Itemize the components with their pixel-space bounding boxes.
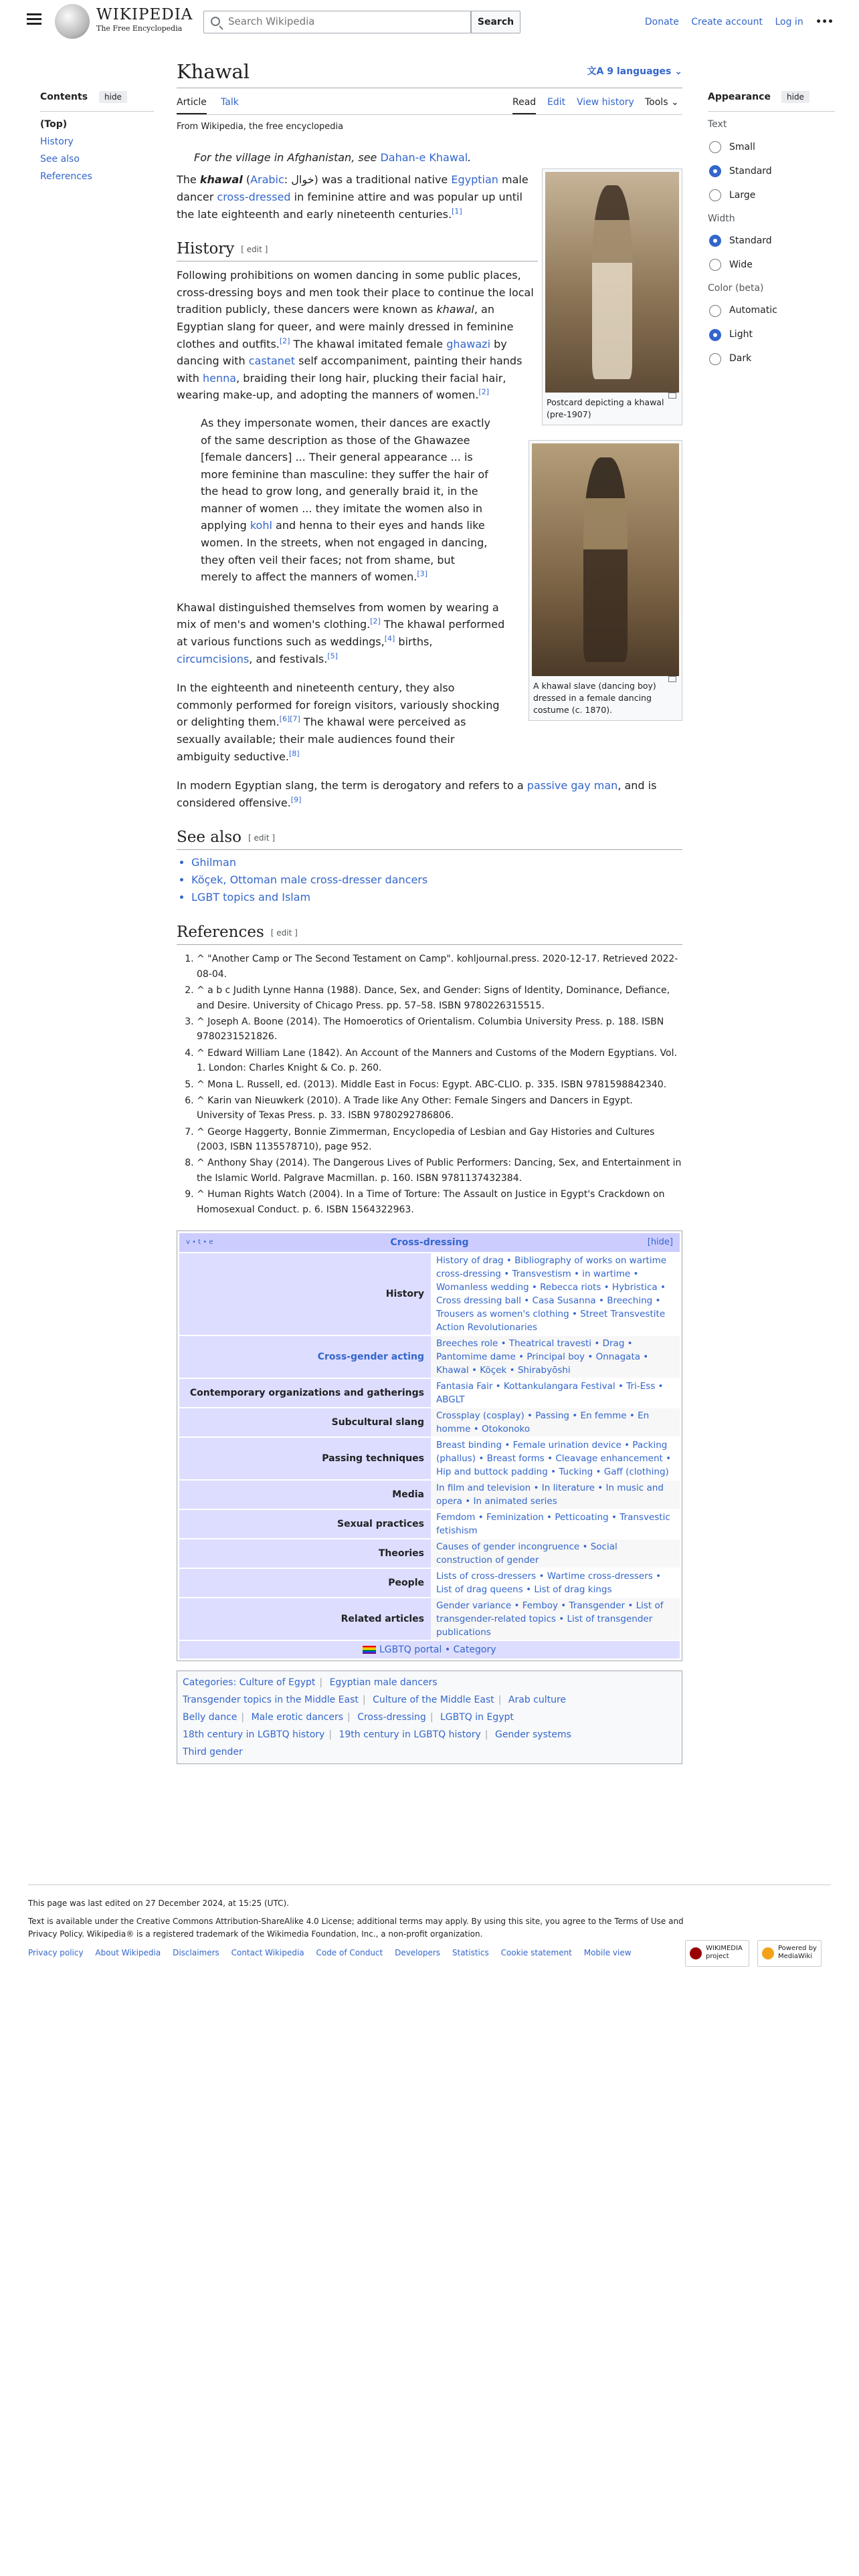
section-title: See also	[177, 829, 242, 847]
radio-icon[interactable]	[709, 259, 721, 271]
category-link[interactable]: 19th century in LGBTQ history	[339, 1729, 481, 1741]
reference-2[interactable]: [2]	[279, 336, 290, 346]
wikipedia-tagline: The Free Encyclopedia	[96, 24, 183, 33]
page-footer	[28, 1885, 831, 1959]
category-link[interactable]: Third gender	[183, 1747, 243, 1758]
category-link[interactable]: LGBTQ in Egypt	[440, 1712, 514, 1723]
search-input[interactable]	[228, 15, 456, 27]
footer-link[interactable]: Developers	[395, 1947, 441, 1957]
navbox-group: Sexual practices	[179, 1510, 431, 1538]
category-link[interactable]: Cross-dressing	[357, 1712, 426, 1723]
navbox-list[interactable]: Crossplay (cosplay) • Passing • En femme • En homme • Otokonoko	[431, 1408, 680, 1436]
option-label: Small	[729, 141, 755, 152]
text-size-small-option[interactable]	[708, 135, 835, 159]
page-tabs	[177, 88, 682, 115]
navbox-row	[179, 1569, 680, 1597]
navbox-row	[179, 1336, 680, 1378]
license-text: Text is available under the Creative Commons Attribution-ShareAlike 4.0 License; additional terms may apply. By using this site, you agree to the Terms of Use and Privacy Policy. Wikipedia® is a registered trademark of the Wikimedia Foundation, Inc., a non-profit organization.	[28, 1917, 684, 1939]
tab-read[interactable]: Read	[512, 95, 536, 114]
ghawazi-link[interactable]: ghawazi	[446, 337, 491, 350]
option-label: Wide	[729, 259, 753, 270]
footer-link[interactable]: Statistics	[452, 1947, 489, 1957]
navbox-row	[179, 1438, 680, 1479]
navbox-header	[179, 1233, 680, 1252]
radio-selected-icon[interactable]	[709, 165, 721, 177]
passive-gay-man-link[interactable]: passive gay man	[527, 779, 618, 792]
history-paragraph-1: Following prohibitions on women dancing in some public places, cross-dressing boys and men took their place to continue the local tradition publicly, these dancers were known as khawal, an Egyptian slang for queer, and were mainly dressed in feminine clothes and outfits.[2] The khawal imitated female ghawazi by dancing with castanet self accompaniment, painting their hands with henna, braiding their long hair, plucking their facial hair, wearing make-up, and adopting the manners of women.[2]	[177, 269, 534, 402]
donate-link[interactable]: Donate	[644, 17, 679, 27]
blockquote: As they impersonate women, their dances are exactly of the same description as those of the Ghawazee [female dancers] ... Their general appearance ... is more feminine than masculine: they suffer the hair of the head to grow long, and generally braid it, in the manner of women ... they imitate the women also in applying kohl and henna to their eyes and hands like women. In the streets, when not engaged in dancing, they often veil their faces; not from shame, but merely to affect the manners of women.[3]	[201, 416, 490, 584]
navbox-title[interactable]: Cross-dressing	[390, 1237, 469, 1249]
reference-9[interactable]: [9]	[290, 795, 302, 804]
section-heading-see-also	[177, 826, 682, 850]
color-dark-option[interactable]	[708, 347, 835, 371]
navbox-footer-links[interactable]: LGBTQ portal • Category	[379, 1644, 496, 1656]
navbox-footer	[179, 1641, 680, 1658]
navbox-group: Passing techniques	[179, 1438, 431, 1479]
footer-link[interactable]: Code of Conduct	[316, 1947, 383, 1957]
navbox-group: Media	[179, 1481, 431, 1509]
edit-section-link[interactable]: [ edit ]	[241, 245, 268, 255]
radio-icon[interactable]	[709, 353, 721, 365]
text-size-large-option[interactable]	[708, 183, 835, 207]
section-title: References	[177, 924, 264, 942]
reference-2[interactable]: [2]	[370, 617, 381, 627]
category-link[interactable]: Culture of the Middle East	[373, 1695, 494, 1706]
see-also-list	[191, 854, 682, 906]
navbox-group: People	[179, 1569, 431, 1597]
width-label: Width	[708, 213, 735, 224]
image-caption: Postcard depicting a khawal (pre-1907)	[547, 397, 664, 420]
arabic-link[interactable]: Arabic	[250, 173, 284, 187]
egyptian-link[interactable]: Egyptian	[451, 173, 498, 187]
image-thumbnail-postcard	[542, 169, 682, 425]
category-link[interactable]: Arab culture	[508, 1695, 567, 1706]
navbox-group: Contemporary organizations and gatherings	[179, 1379, 431, 1407]
edit-section-link[interactable]: [ edit ]	[248, 833, 276, 843]
navbox-group: Related articles	[179, 1598, 431, 1640]
option-label: Standard	[729, 165, 772, 177]
enlarge-icon[interactable]	[668, 676, 676, 682]
language-button[interactable]: 文A 9 languages ⌄	[587, 66, 682, 77]
search-icon	[211, 17, 220, 26]
badge-label: Powered by MediaWiki	[778, 1945, 817, 1960]
wikipedia-wordmark[interactable]: WIKIPEDIA	[96, 6, 193, 23]
main-menu-button[interactable]	[27, 13, 41, 25]
postcard-image[interactable]	[545, 172, 679, 393]
wikimedia-logo-icon	[690, 1947, 702, 1959]
edit-section-link[interactable]: [ edit ]	[270, 928, 298, 938]
reference-4[interactable]: [4]	[384, 634, 395, 643]
more-options-icon[interactable]: •••	[816, 17, 834, 27]
create-account-link[interactable]: Create account	[691, 17, 763, 27]
references-list	[197, 952, 682, 1217]
navbox-row	[179, 1598, 680, 1640]
reference-5[interactable]: [5]	[327, 651, 338, 661]
color-light-option[interactable]	[708, 323, 835, 347]
navbox-vte-links[interactable]: v • t • e	[186, 1239, 213, 1247]
color-label: Color (beta)	[708, 283, 764, 294]
radio-icon[interactable]	[709, 189, 721, 201]
appearance-title: Appearance	[708, 92, 771, 102]
footer-link[interactable]: Disclaimers	[173, 1947, 219, 1957]
navbox-row	[179, 1481, 680, 1509]
footer-link[interactable]: Mobile view	[583, 1947, 632, 1957]
badge-label: WIKIMEDIA project	[706, 1945, 743, 1960]
reference-item[interactable]: 3. ^ Joseph A. Boone (2014). The Homoerotics of Orientalism. Columbia University Press. p. 188. ISBN 9780231521826.	[197, 1014, 682, 1045]
wikimedia-badge[interactable]	[685, 1940, 749, 1967]
reference-item[interactable]: 1. ^ "Another Camp or The Second Testament on Camp". kohljournal.press. 2020-12-17. Retrieved 2022-08-04.	[197, 952, 682, 982]
option-label: Large	[729, 189, 756, 201]
list-item[interactable]: • Köçek, Ottoman male cross-dresser dancers	[191, 871, 682, 889]
navbox-cross-dressing	[177, 1230, 682, 1661]
tools-label: Tools	[645, 97, 668, 108]
option-label: Standard	[729, 235, 772, 246]
navbox-list[interactable]: Fantasia Fair • Kottankulangara Festival • Tri-Ess • ABGLT	[436, 1381, 664, 1406]
footer-link[interactable]: Contact Wikipedia	[231, 1947, 304, 1957]
text-size-standard-option[interactable]	[708, 159, 835, 183]
navbox-row	[179, 1510, 680, 1538]
footer-link[interactable]: Privacy policy	[28, 1947, 84, 1957]
toc-item-see-also[interactable]: See also	[40, 154, 80, 165]
image-caption: A khawal slave (dancing boy) dressed in a female dancing costume (c. 1870).	[533, 681, 656, 716]
appearance-hide-button[interactable]: hide	[781, 91, 809, 103]
text-size-label: Text	[708, 119, 727, 130]
category-link[interactable]: Egyptian male dancers	[329, 1677, 438, 1689]
reference-item[interactable]: 8. ^ Anthony Shay (2014). The Dangerous Lives of Public Performers: Dancing, Sex, and Entertainment in the Islamic World. Palgrave Macmillan. p. 160. ISBN 9781137432384.	[197, 1156, 682, 1186]
table-of-contents	[40, 90, 154, 185]
henna-link[interactable]: henna	[203, 371, 237, 385]
reference-3[interactable]: [3]	[417, 569, 427, 578]
tab-article[interactable]: Article	[177, 95, 207, 114]
toc-item-top[interactable]: (Top)	[40, 119, 68, 130]
navbox-list[interactable]: History of drag • Bibliography of works on wartime cross-dressing • Transvestism • in wartime • Womanless wedding • Rebecca riots • Hybristica • Cross dressing ball • Casa Susanna • Breeching • Trousers as women's clothing • Street Transvestite Action Revolutionaries	[436, 1255, 667, 1333]
category-link[interactable]: Transgender topics in the Middle East	[183, 1695, 359, 1706]
navbox-list[interactable]: Gender variance • Femboy • Transgender • List of transgender-related topics • List of transgender publications	[431, 1598, 680, 1640]
radio-icon[interactable]	[709, 141, 721, 153]
reference-item[interactable]: 7. ^ George Haggerty, Bonnie Zimmerman, Encyclopedia of Lesbian and Gay Histories and Cultures (2003, ISBN 1135578710), page 952.	[197, 1125, 682, 1155]
castanet-link[interactable]: castanet	[248, 354, 296, 368]
toc-item-references[interactable]: References	[40, 171, 92, 183]
term-khawal: khawal	[199, 173, 243, 187]
category-link[interactable]: Belly dance	[183, 1712, 237, 1723]
radio-selected-icon[interactable]	[709, 235, 721, 247]
radio-selected-icon[interactable]	[709, 329, 721, 341]
reference-8[interactable]: [8]	[288, 749, 300, 758]
search-button[interactable]: Search	[471, 11, 520, 33]
enlarge-icon[interactable]	[668, 393, 676, 399]
navbox-list[interactable]: Causes of gender incongruence • Social construction of gender	[431, 1539, 680, 1568]
category-link[interactable]: Gender systems	[494, 1729, 571, 1741]
page-title: Khawal	[177, 60, 250, 83]
navbox-group: Theories	[179, 1539, 431, 1568]
dancer-figure	[583, 457, 628, 662]
navbox-list[interactable]: Lists of cross-dressers • Wartime cross-dressers • List of drag queens • List of drag kings	[436, 1571, 662, 1596]
article-content	[177, 58, 682, 1764]
cross-dressed-link[interactable]: cross-dressed	[217, 190, 291, 203]
history-paragraph-3: Khawal distinguished themselves from women by wearing a mix of men's and women's clothing.[2] The khawal performed at various functions such as weddings,[4] births, circumcisions, and festivals.[5]	[177, 601, 505, 665]
circumcisions-link[interactable]: circumcisions	[177, 652, 250, 665]
navbox-row	[179, 1379, 680, 1407]
color-automatic-option[interactable]	[708, 299, 835, 323]
history-paragraph-4: In the eighteenth and nineteenth century, they also commonly performed for foreign visitors, variously shocking or delighting them.[6][7] The khawal were perceived as sexually available; their male audiences found their ambiguity seductive.[8]	[177, 681, 500, 763]
chevron-down-icon: ⌄	[674, 66, 682, 77]
navbox-hide-button[interactable]: [hide]	[647, 1237, 673, 1248]
list-item[interactable]: • LGBT topics and Islam	[191, 889, 682, 906]
toc-title: Contents	[40, 92, 88, 102]
personal-tools	[636, 15, 834, 29]
toc-item-history[interactable]: History	[40, 136, 74, 148]
divider	[708, 111, 835, 112]
history-paragraph-5: In modern Egyptian slang, the term is derogatory and refers to a passive gay man, and is considered offensive.[9]	[177, 779, 657, 809]
categories-label[interactable]: Categories:	[183, 1677, 237, 1689]
title-row	[177, 58, 682, 88]
tab-talk[interactable]: Talk	[221, 97, 239, 108]
last-edited: This page was last edited on 27 December 2024, at 15:25 (UTC).	[28, 1899, 289, 1908]
reference-2[interactable]: [2]	[478, 388, 489, 397]
footer-link[interactable]: About Wikipedia	[95, 1947, 161, 1957]
chevron-down-icon: ⌄	[670, 97, 679, 108]
mediawiki-logo-icon	[762, 1947, 774, 1959]
category-link[interactable]: Culture of Egypt	[239, 1677, 316, 1689]
dancer-photo[interactable]	[532, 443, 679, 676]
kohl-link[interactable]: kohl	[250, 519, 272, 532]
reference-6-7[interactable]: [6][7]	[279, 715, 300, 724]
wikipedia-globe-logo[interactable]	[55, 4, 90, 39]
rainbow-flag-icon	[363, 1646, 376, 1654]
hatnote-text: .	[468, 150, 472, 164]
dancer-figure	[592, 185, 632, 379]
toc-hide-button[interactable]: hide	[99, 91, 127, 103]
category-links: Categories: Culture of Egypt | Egyptian male dancers Transgender topics in the Middle East | Culture of the Middle East | Arab culture Belly dance | Male erotic dancers | Cross-dressing | LGBTQ in Egypt 18th century in LGBTQ history | 19th century in LGBTQ history | Gender systems Third gender	[177, 1671, 682, 1764]
login-link[interactable]: Log in	[775, 17, 803, 27]
reference-1[interactable]: [1]	[452, 207, 462, 216]
width-wide-option[interactable]	[708, 253, 835, 277]
section-heading-references	[177, 921, 682, 945]
navbox-row	[179, 1539, 680, 1568]
divider	[40, 111, 154, 112]
hatnote-text: For the village in Afghanistan, see	[194, 150, 381, 164]
radio-icon[interactable]	[709, 305, 721, 317]
navbox-group: History	[179, 1253, 431, 1335]
category-link[interactable]: Male erotic dancers	[251, 1712, 344, 1723]
section-heading-history	[177, 237, 538, 261]
navbox-group: Subcultural slang	[179, 1408, 431, 1436]
navbox-row	[179, 1408, 680, 1436]
option-label: Automatic	[729, 305, 777, 316]
hatnote-link[interactable]: Dahan-e Khawal	[380, 150, 468, 164]
reference-item[interactable]: 4. ^ Edward William Lane (1842). An Account of the Manners and Customs of the Modern Egyptians. Vol. 1. London: Charles Knight & Co. p. 260.	[197, 1046, 682, 1076]
reference-item[interactable]: 2. ^ a b c Judith Lynne Hanna (1988). Dance, Sex, and Gender: Signs of Identity, Dominance, Defiance, and Desire. University of Chicago Press. pp. 57–58. ISBN 9780226315515.	[197, 983, 682, 1013]
navbox-list[interactable]: Femdom • Feminization • Petticoating • Transvestic fetishism	[436, 1512, 670, 1537]
search-box[interactable]	[203, 11, 471, 33]
tools-menu[interactable]	[645, 95, 679, 110]
navbox-list[interactable]: Breast binding • Female urination device • Packing (phallus) • Breast forms • Cleavage enhancement • Hip and buttock padding • Tucking • Gaff (clothing)	[436, 1440, 672, 1478]
tab-edit[interactable]: Edit	[547, 97, 566, 108]
appearance-panel	[708, 90, 835, 371]
list-item[interactable]: • Ghilman	[191, 854, 682, 871]
option-label: Light	[729, 329, 753, 340]
reference-item[interactable]: 6. ^ Karin van Nieuwkerk (2010). A Trade like Any Other: Female Singers and Dancers in Egypt. University of Texas Press. p. 33. ISBN 9780292786806.	[197, 1093, 682, 1123]
width-standard-option[interactable]	[708, 229, 835, 253]
section-title: History	[177, 240, 235, 258]
navbox-group[interactable]: Cross-gender acting	[179, 1336, 431, 1378]
category-link[interactable]: 18th century in LGBTQ history	[183, 1729, 325, 1741]
footer-link[interactable]: Cookie statement	[500, 1947, 572, 1957]
navbox-list[interactable]: In film and television • In literature • In music and opera • In animated series	[431, 1481, 680, 1509]
navbox-list[interactable]: Breeches role • Theatrical travesti • Drag • Pantomime dame • Principal boy • Onnagata • Khawal • Köçek • Shirabyōshi	[431, 1336, 680, 1378]
hatnote	[177, 149, 682, 167]
language-count: 9 languages	[607, 66, 672, 77]
reference-item[interactable]: 5. ^ Mona L. Russell, ed. (2013). Middle East in Focus: Egypt. ABC-CLIO. p. 335. ISBN 9781598842340.	[197, 1077, 682, 1092]
option-label: Dark	[729, 353, 752, 364]
image-thumbnail-slave	[529, 440, 682, 721]
site-header	[0, 0, 859, 43]
tab-view-history[interactable]: View history	[577, 97, 634, 108]
intro-paragraph: The khawal (Arabic: خوال) was a traditional native Egyptian male dancer cross-dressed in feminine attire and was popular up until the late eighteenth and early nineteenth centuries.[1]	[177, 173, 529, 221]
navbox-row	[179, 1253, 680, 1335]
site-sub: From Wikipedia, the free encyclopedia	[177, 122, 344, 132]
reference-item[interactable]: 9. ^ Human Rights Watch (2004). In a Time of Torture: The Assault on Justice in Egypt's Crackdown on Homosexual Conduct. p. 6. ISBN 1564322963.	[197, 1187, 682, 1217]
mediawiki-badge[interactable]	[757, 1940, 822, 1967]
